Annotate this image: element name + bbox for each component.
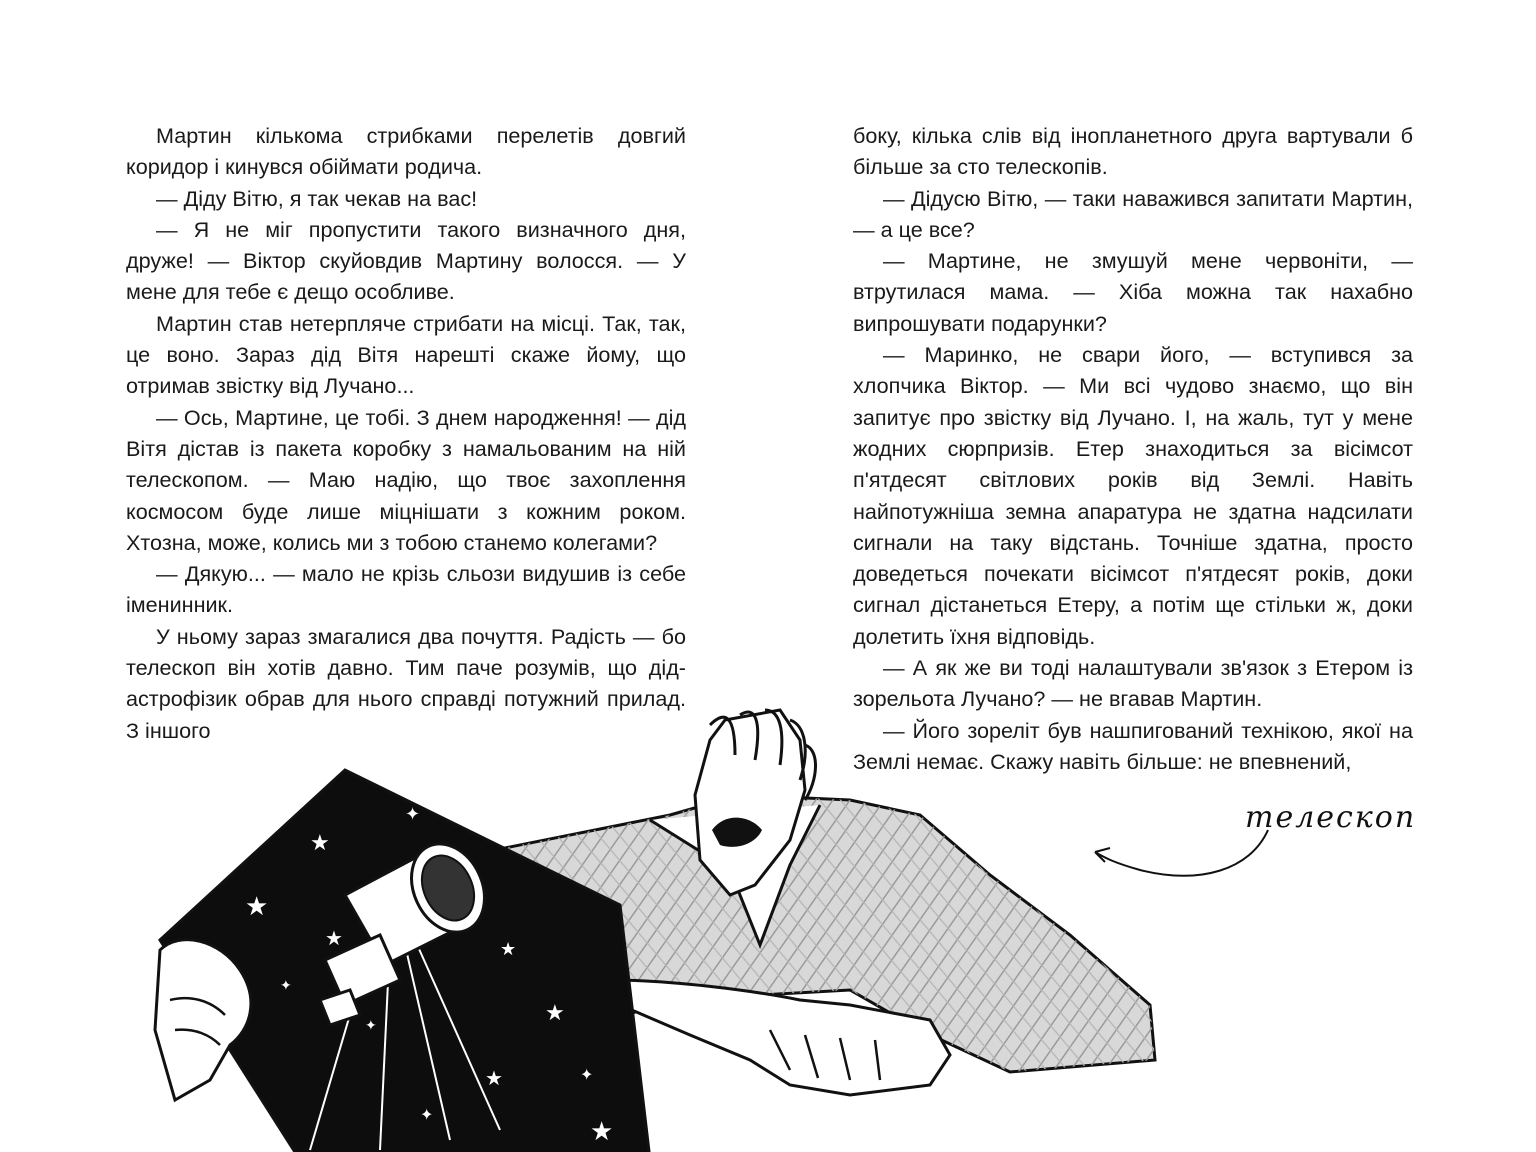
paragraph-continuation: боку, кілька слів від інопланетного друга вартували б більше за сто телескопів. <box>853 123 1413 180</box>
left-text-column <box>126 120 686 746</box>
svg-text:★: ★ <box>590 1117 614 1147</box>
svg-text:★: ★ <box>325 926 343 950</box>
svg-text:✦: ✦ <box>280 978 292 994</box>
svg-text:✦: ✦ <box>420 1105 434 1124</box>
right-text-column <box>853 120 1413 777</box>
illustration-caption: телескоп <box>1245 800 1417 835</box>
paragraph: — Я не міг пропустити такого визначного дня, друже! — Віктор скуйовдив Мартину волосся. — У мене для тебе є дещо особливе. <box>126 216 686 305</box>
svg-text:★: ★ <box>245 892 269 922</box>
paragraph: — Мартине, не змушуй мене червоніти, — втрутилася мама. — Хіба можна так нахабно випрошувати подарунки? <box>853 248 1413 336</box>
svg-text:★: ★ <box>545 1001 565 1026</box>
paragraph: — Дідусю Вітю, — таки наважився запитати Мартин, — а це все? <box>853 185 1413 242</box>
paragraph: — Діду Вітю, я так чекав на вас! <box>156 185 478 211</box>
svg-text:★: ★ <box>485 1066 503 1090</box>
paragraph: — А як же ви тоді налаштували зв'язок з Етером із зорельота Лучано? — не вгавав Мартин. <box>853 655 1413 712</box>
telescope-gift-illustration <box>150 700 1420 1152</box>
paragraph: Мартин кількома стрибками перелетів довгий коридор і кинувся обіймати родича. <box>126 123 686 180</box>
paragraph: У ньому зараз змагалися два почуття. Радість — бо телескоп він хотів давно. Тим паче розумів, що дід-астрофізик обрав для нього справді потужний прилад. З іншого <box>126 623 686 743</box>
holding-hand <box>155 940 251 1100</box>
caption-arrow <box>1095 830 1268 876</box>
paragraph: — Маринко, не свари його, — вступився за хлопчика Віктор. — Ми всі чудово знаємо, що він запитує про звістку від Лучано. І, на жаль, тут у мене жодних сюрпризів. Етер знаходиться за вісімсот п'ятдесят світлових років від Землі. Навіть найпотужніша земна апаратура не здатна надсилати сигнали на таку відстань. Точніше здатна, просто доведеться почекати вісімсот п'ятдесят років, доки сигнал дістанеться Етеру, а потім ще стільки ж, доки долетить їхня відповідь. <box>853 342 1413 649</box>
svg-text:★: ★ <box>310 831 330 856</box>
svg-text:✦: ✦ <box>365 1018 377 1034</box>
svg-text:✦: ✦ <box>405 804 421 825</box>
paragraph: — Ось, Мартине, це тобі. З днем народження! — дід Вітя дістав із пакета коробку з намальованим на ній телескопом. — Маю надію, що твоє захоплення космосом буде лише міцнішати з кожним роком. Хтозна, може, колись ми з тобою станемо колегами? <box>126 404 686 555</box>
svg-text:✦: ✦ <box>580 1065 594 1084</box>
paragraph: — Його зореліт був нашпигований технікою, якої на Землі немає. Скажу навіть більше: не впевнений, <box>853 717 1413 774</box>
paragraph: Мартин став нетерпляче стрибати на місці. Так, так, це воно. Зараз дід Вітя нарешті скаже йому, що отримав звістку від Лучано... <box>126 310 686 399</box>
svg-text:★: ★ <box>500 939 517 960</box>
paragraph: — Дякую... — мало не крізь сльози видушив із себе іменинник. <box>126 561 686 618</box>
